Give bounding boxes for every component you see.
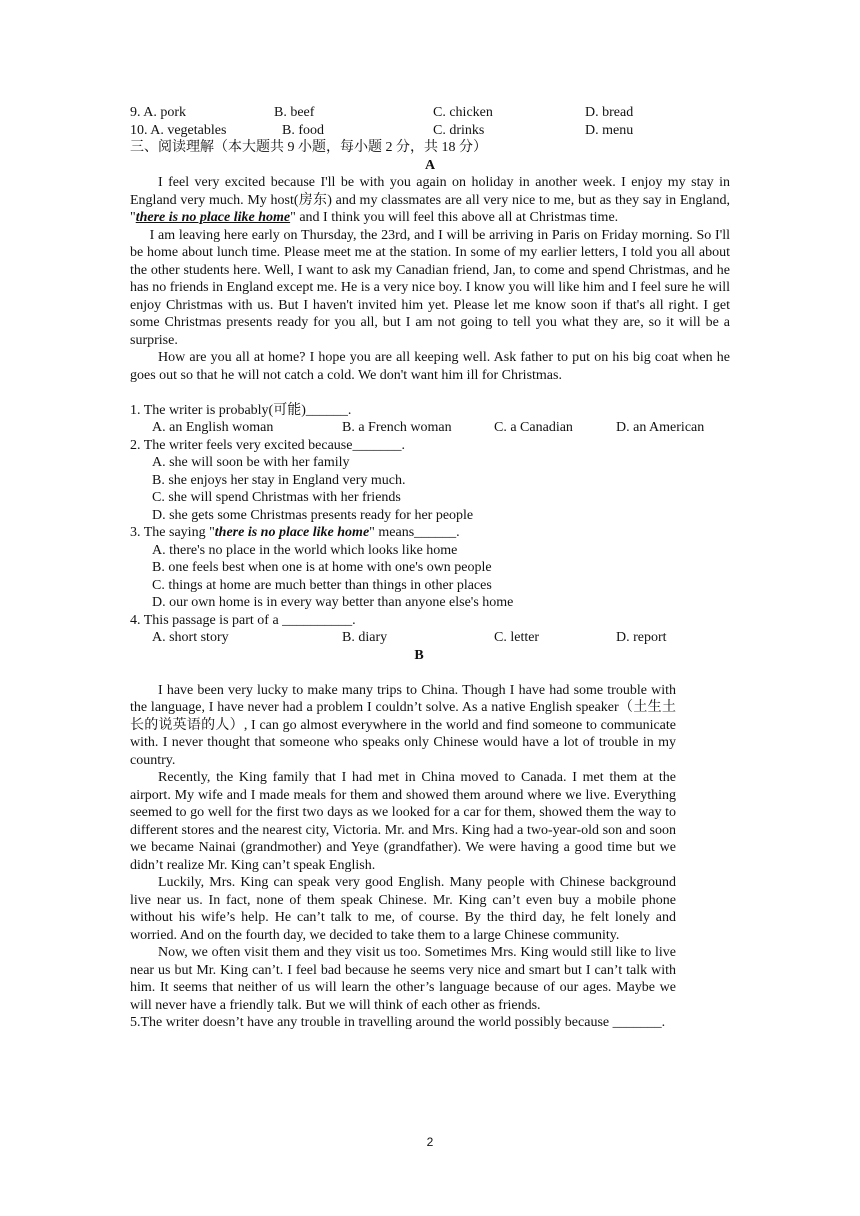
question-5-stem: 5.The writer doesn’t have any trouble in travelling around the world possibly because _______. (130, 1015, 666, 1030)
q10-option-a: 10. A. vegetables (130, 122, 227, 138)
q3-option-a: A. there's no place in the world which looks like home (152, 542, 458, 558)
q10-option-b: B. food (282, 122, 324, 138)
q2-option-a: A. she will soon be with her family (152, 455, 350, 470)
q10-option-d: D. menu (585, 122, 634, 138)
q9-option-c: C. chicken (433, 105, 493, 120)
passage-b (130, 682, 676, 1015)
section-3-title: 三、阅读理解（本大题共 9 小题，每小题 2 分，共 18 分） (130, 140, 487, 155)
q10-option-c: C. drinks (433, 122, 485, 138)
passage-b-paragraph-1: I have been very lucky to make many trips to China. Though I have had some trouble with the language, I have never had a problem I couldn’t solve. As a native English speaker（土生土长的说英语的人）, I can go almost everywhere in the world and find someone to communicate with. I never thought that someone who speaks only Chinese would have a lot of trouble in my country. (130, 682, 676, 768)
passage-a-paragraph-3: How are you all at home? I hope you are all keeping well. Ask father to put on his big coat when he goes out so that he will not catch a cold. We don't want him ill for Christmas. (130, 350, 730, 383)
page-number: 2 (426, 1135, 434, 1149)
q4-option-c: C. letter (494, 630, 540, 645)
q9-option-a: 9. A. pork (130, 105, 186, 120)
q2-option-d: D. she gets some Christmas presents ready for her people (152, 507, 474, 523)
passage-b-paragraph-4: Now, we often visit them and they visit us too. Sometimes Mrs. King would still like to live near us but Mr. King can’t. I feel bad because he seems very nice and smart but I can’t talk with him. It seems that neither of us will learn the other’s language because of our ages. Maybe we will never have a friendly talk. But we will think of each other as friends. (130, 945, 676, 1013)
q1-option-d: D. an American (616, 420, 705, 435)
q4-option-d: D. report (616, 630, 667, 645)
question-2-stem: 2. The writer feels very excited because_______. (130, 437, 405, 453)
q4-option-a: A. short story (152, 630, 229, 645)
q3-option-c: C. things at home are much better than things in other places (152, 577, 492, 593)
document-page (130, 104, 730, 1032)
q2-option-b: B. she enjoys her stay in England very much. (152, 472, 406, 488)
q1-option-b: B. a French woman (342, 420, 452, 435)
question-4-options (152, 629, 730, 647)
passage-a-label: A (424, 157, 436, 173)
passage-b-label: B (414, 647, 424, 663)
question-10 (130, 122, 730, 140)
question-1-options (152, 419, 730, 437)
passage-b-paragraph-3: Luckily, Mrs. King can speak very good English. Many people with Chinese background live near us. In fact, none of them speak Chinese. Mr. King can’t even buy a mobile phone without his wife’s help. He can’t talk to me, of course. By the third day, he felt lonely and worried. And on the fourth day, we decided to take them to a large Chinese community. (130, 875, 676, 943)
q4-option-b: B. diary (342, 630, 388, 645)
q9-option-d: D. bread (585, 105, 634, 120)
question-9 (130, 104, 730, 122)
highlighted-saying: there is no place like home (135, 210, 291, 225)
passage-a-paragraph-2: I am leaving here early on Thursday, the 23rd, and I will be arriving in Paris on Friday morning. So I'll be home about lunch time. Please meet me at the station. In some of my earlier letters, I told you all about the other students here. Well, I want to ask my Canadian friend, Jan, to come and spend Christmas, and he has no friends in England except me. He is a very nice boy. I know you will like him and I feel sure he will enjoy Christmas with us. But I haven't invited him yet. Please let me know soon if that's all right. I get some Christmas presents ready for you all, but I am not going to tell you what they are, so it will be a surprise. (130, 227, 730, 348)
question-3-stem: 3. The saying "there is no place like home" means______. (130, 525, 460, 540)
q3-option-d: D. our own home is in every way better than anyone else's home (152, 595, 514, 610)
q3-option-b: B. one feels best when one is at home with one's own people (152, 560, 492, 575)
q1-option-c: C. a Canadian (494, 420, 573, 435)
passage-b-paragraph-2: Recently, the King family that I had met in China moved to Canada. I met them at the airport. My wife and I made meals for them and showed them around where we live. Everything seemed to go well for the first two days as we looked for a car for them, showed them the way to different stores and the nearest city, Victoria. Mr. and Mrs. King had a two-year-old son and soon we became Nainai (grandmother) and Yeye (grandfather). We were having a good time but we didn’t realize Mr. King can’t speak English. (130, 770, 676, 873)
question-1-stem: 1. The writer is probably(可能)______. (130, 402, 352, 418)
passage-a-paragraph-1: I feel very excited because I'll be with you again on holiday in another week. I enjoy my stay in England very much. My host(房东) and my classmates are all very nice to me, but as they say in England, "there is no place like home" and I think you will feel this above all at Christmas time. (130, 175, 730, 225)
q9-option-b: B. beef (274, 105, 315, 120)
q2-option-c: C. she will spend Christmas with her friends (152, 490, 401, 505)
question-4-stem: 4. This passage is part of a __________. (130, 612, 356, 628)
q1-option-a: A. an English woman (152, 420, 274, 435)
